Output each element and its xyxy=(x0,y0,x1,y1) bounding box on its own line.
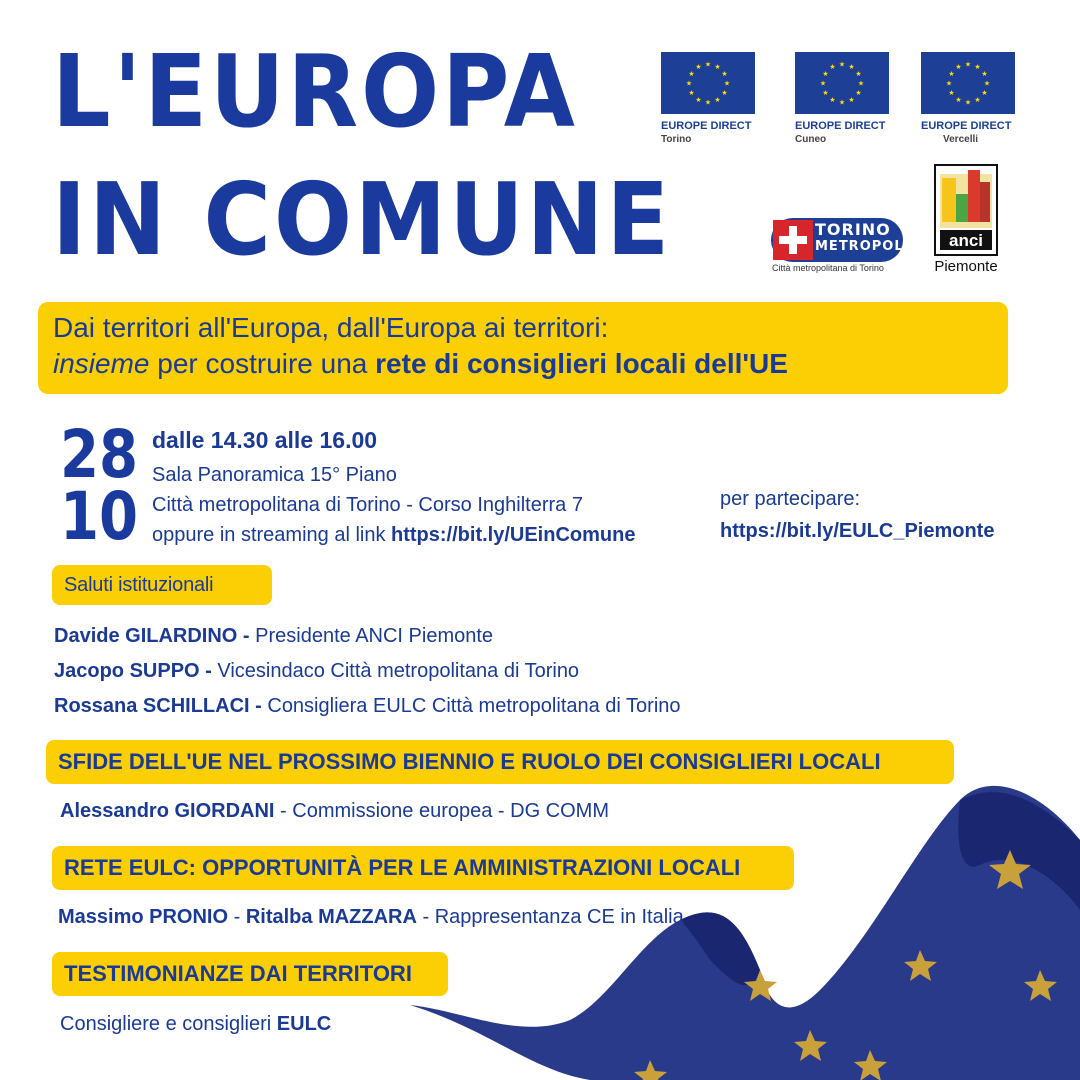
europe-direct-city: Torino xyxy=(661,134,692,145)
eu-star-icon: ★ xyxy=(838,99,846,107)
speaker-role: - Commissione europea - DG COMM xyxy=(274,800,610,822)
title-line-1: L'EUROPA xyxy=(52,33,578,150)
greetings-pill xyxy=(52,565,272,605)
tagline-bold: rete di consiglieri locali dell'UE xyxy=(375,348,788,379)
eu-star-icon: ★ xyxy=(948,90,955,97)
anci-logo-name: anci xyxy=(948,231,984,250)
eu-star-icon: ★ xyxy=(964,99,972,107)
testimonials-text-bold: EULC xyxy=(276,1013,332,1035)
tagline-italic: insieme xyxy=(53,348,150,379)
event-address: Città metropolitana di Torino - Corso Inghilterra 7 xyxy=(152,494,583,516)
eu-flag-icon xyxy=(661,52,755,114)
eu-star-icon: ★ xyxy=(955,64,962,72)
eu-star-icon: ★ xyxy=(714,96,721,104)
participate-label: per partecipare: xyxy=(720,488,861,510)
testimonials-pill xyxy=(52,952,448,996)
streaming-text: oppure in streaming al link xyxy=(152,524,392,546)
eu-star-icon: ★ xyxy=(829,64,836,72)
speaker-name: Davide GILARDINO - xyxy=(54,625,250,647)
streaming-link[interactable]: https://bit.ly/UEinComune xyxy=(391,524,636,546)
event-time: dalle 14.30 alle 16.00 xyxy=(152,427,378,453)
eu-star-icon: ★ xyxy=(714,64,721,72)
eu-star-icon: ★ xyxy=(857,80,865,88)
speaker-role: Consigliera EULC Città metropolitana di Torino xyxy=(261,695,681,717)
europe-direct-torino-logo xyxy=(661,52,755,147)
speaker-line xyxy=(60,800,609,823)
eu-star-icon: ★ xyxy=(721,71,728,78)
europe-direct-vercelli-logo xyxy=(921,52,1015,147)
speaker-line xyxy=(58,906,684,929)
europe-direct-label: EUROPE DIRECT xyxy=(661,120,752,132)
eu-star-icon: ★ xyxy=(848,64,855,72)
torino-logo-line2: METROPOLI xyxy=(815,239,910,254)
eu-star-icon: ★ xyxy=(695,64,702,72)
speaker-role: - Rappresentanza CE in Italia xyxy=(416,906,684,928)
eu-star-icon: ★ xyxy=(945,80,953,88)
eu-star-icon: ★ xyxy=(704,61,712,69)
eu-star-icon: ★ xyxy=(721,90,728,97)
europe-direct-label: EUROPE DIRECT xyxy=(921,120,1012,132)
anci-logo-region: Piemonte xyxy=(934,258,998,275)
anci-piemonte-logo xyxy=(928,164,1004,276)
europe-direct-label: EUROPE DIRECT xyxy=(795,120,886,132)
testimonials-line xyxy=(60,1013,331,1036)
eu-flag-icon xyxy=(921,52,1015,114)
eu-star-icon: ★ xyxy=(819,80,827,88)
eu-star-icon: ★ xyxy=(974,96,981,104)
tagline-box xyxy=(38,302,1008,394)
speaker-role: Presidente ANCI Piemonte xyxy=(249,625,494,647)
speaker-name: Alessandro GIORDANI xyxy=(60,800,275,822)
eu-flag-icon xyxy=(795,52,889,114)
eu-star-icon: ★ xyxy=(704,99,712,107)
challenges-pill xyxy=(46,740,954,784)
eu-star-icon: ★ xyxy=(983,80,991,88)
eu-star-icon: ★ xyxy=(688,90,695,97)
challenges-title: SFIDE DELL'UE NEL PROSSIMO BIENNIO E RUOLO DEI CONSIGLIERI LOCALI xyxy=(58,749,881,774)
speaker-line xyxy=(54,695,681,718)
greetings-title: Saluti istituzionali xyxy=(64,574,214,596)
torino-logo-line1: TORINO xyxy=(815,220,891,239)
event-month: 10 xyxy=(60,478,139,555)
eu-star-icon: ★ xyxy=(829,96,836,104)
speaker-name: Massimo PRONIO xyxy=(58,906,229,928)
testimonials-title: TESTIMONIANZE DAI TERRITORI xyxy=(64,961,412,986)
speaker-line xyxy=(54,660,579,683)
eu-star-icon: ★ xyxy=(964,61,972,69)
eu-star-icon: ★ xyxy=(822,90,829,97)
eu-star-icon: ★ xyxy=(822,71,829,78)
event-day: 28 xyxy=(60,416,139,493)
europe-direct-city: Cuneo xyxy=(795,134,827,145)
tagline-regular: per costruire una xyxy=(149,348,376,379)
tagline-line-2 xyxy=(53,348,788,380)
title-line-2: IN COMUNE xyxy=(52,161,672,278)
speaker-name: Rossana SCHILLACI - xyxy=(54,695,262,717)
torino-logo-subtitle: Città metropolitana di Torino xyxy=(772,263,884,273)
eu-star-icon: ★ xyxy=(948,71,955,78)
event-room: Sala Panoramica 15° Piano xyxy=(152,464,397,486)
eu-star-icon: ★ xyxy=(688,71,695,78)
speaker-name: Jacopo SUPPO - xyxy=(54,660,212,682)
testimonials-text: Consigliere e consiglieri xyxy=(60,1013,277,1035)
eu-star-icon: ★ xyxy=(848,96,855,104)
torino-metropoli-logo xyxy=(771,218,910,276)
speaker-name: Ritalba MAZZARA xyxy=(245,906,417,928)
eu-star-icon: ★ xyxy=(695,96,702,104)
participate-link[interactable]: https://bit.ly/EULC_Piemonte xyxy=(720,520,995,542)
network-title: RETE EULC: OPPORTUNITÀ PER LE AMMINISTRAZIONI LOCALI xyxy=(64,855,741,880)
speaker-line xyxy=(54,625,493,648)
eu-star-icon: ★ xyxy=(955,96,962,104)
eu-star-icon: ★ xyxy=(838,61,846,69)
event-streaming xyxy=(152,520,635,550)
network-pill xyxy=(52,846,794,890)
eu-star-icon: ★ xyxy=(855,90,862,97)
eu-star-icon: ★ xyxy=(981,90,988,97)
speaker-separator: - xyxy=(228,906,246,928)
eu-star-icon: ★ xyxy=(981,71,988,78)
eu-star-icon: ★ xyxy=(723,80,731,88)
europe-direct-city: Vercelli xyxy=(943,134,979,145)
tagline-line-1: Dai territori all'Europa, dall'Europa ai territori: xyxy=(53,312,609,343)
eu-star-icon: ★ xyxy=(974,64,981,72)
eu-star-icon: ★ xyxy=(685,80,693,88)
europe-direct-cuneo-logo xyxy=(795,52,889,147)
eu-star-icon: ★ xyxy=(855,71,862,78)
speaker-role: Vicesindaco Città metropolitana di Torino xyxy=(211,660,580,682)
